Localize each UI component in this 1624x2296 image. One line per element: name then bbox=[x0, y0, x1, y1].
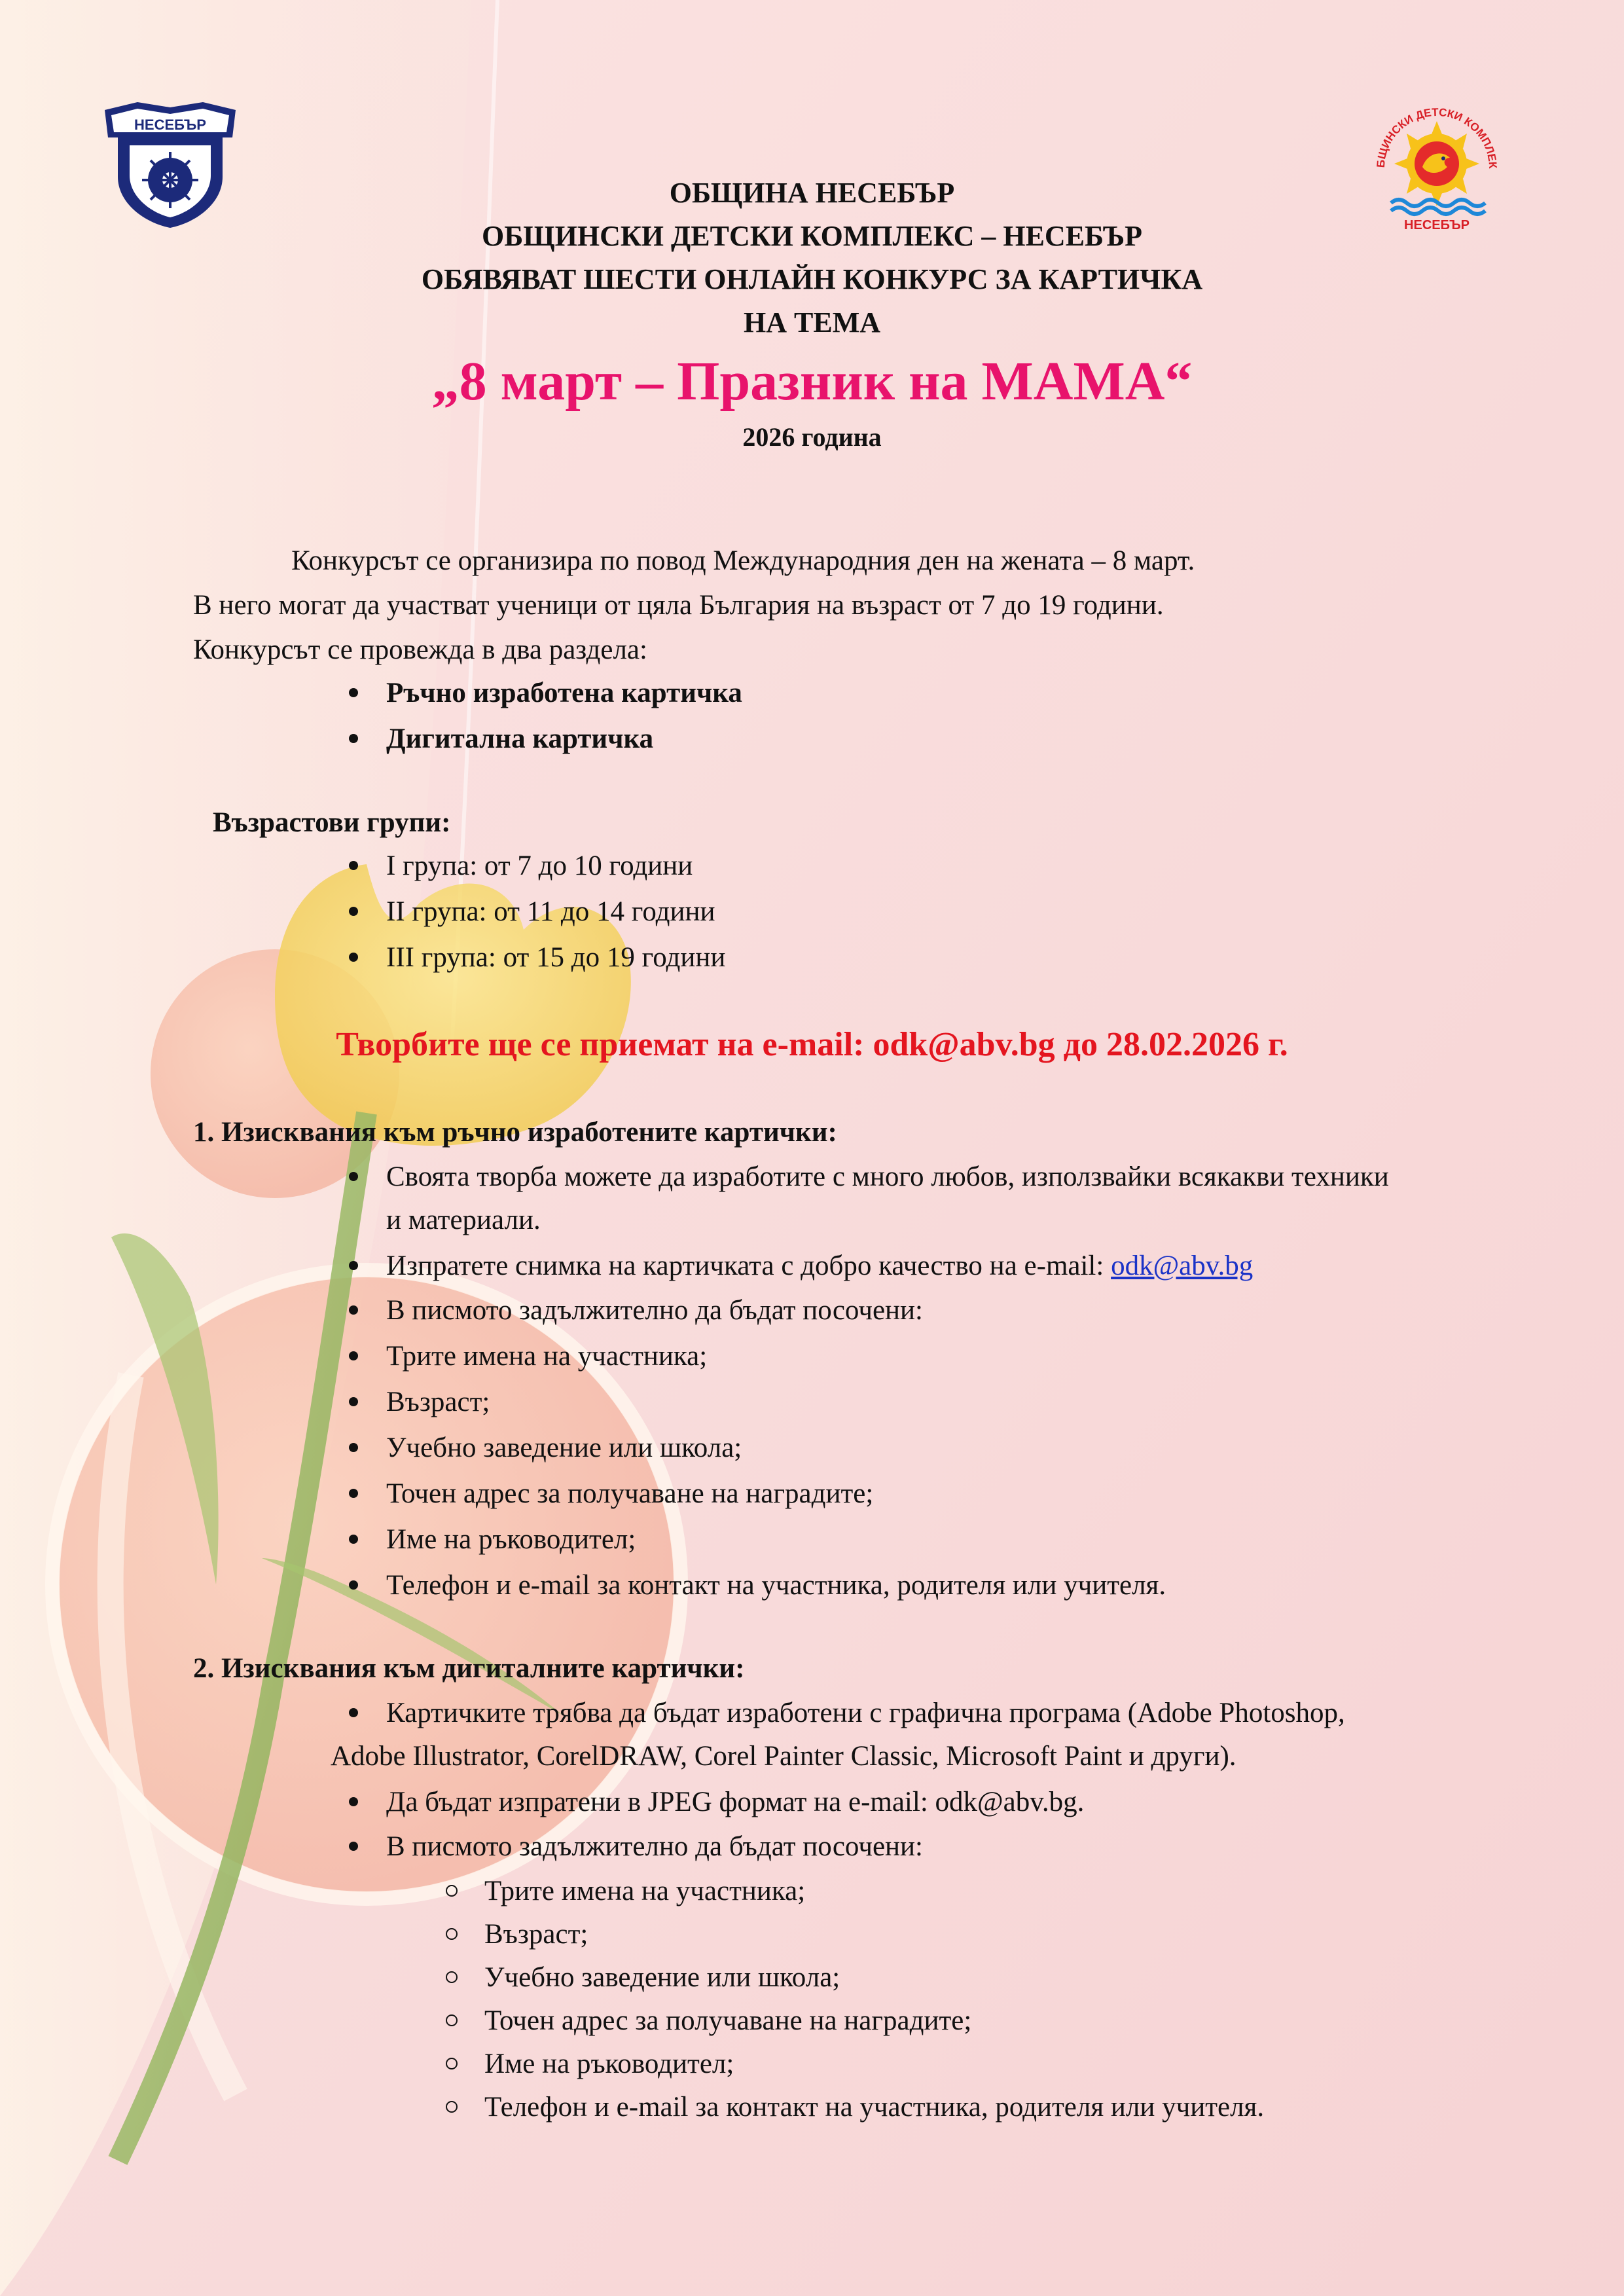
handmade-item: Трите имена на участника; bbox=[386, 1334, 707, 1379]
bullet-icon bbox=[340, 1472, 367, 1516]
section-item: Дигитална картичка bbox=[386, 717, 653, 761]
handmade-item: В писмото задължително да бъдат посочени: bbox=[386, 1288, 923, 1333]
submission-deadline: Творбите ще се приемат на e-mail: odk@abv.bg до 28.02.2026 г. bbox=[336, 1026, 1288, 1063]
svg-text:НЕСЕБЪР: НЕСЕБЪР bbox=[1404, 218, 1470, 232]
section-item: Ръчно изработена картичка bbox=[386, 671, 742, 716]
age-groups-heading: Възрастови групи: bbox=[213, 807, 451, 838]
bullet-icon bbox=[340, 1380, 367, 1425]
bullet-icon bbox=[340, 890, 367, 934]
digital-sub-item: Телефон и e-mail за контакт на участника, родителя или учителя. bbox=[484, 2085, 1264, 2130]
handmade-item: Своята творба можете да изработите с много любов, използвайки всякакви техники bbox=[386, 1155, 1564, 1199]
bullet-icon bbox=[340, 1691, 367, 1736]
bullet-icon bbox=[340, 671, 367, 716]
header-line-theme: НА ТЕМА bbox=[744, 306, 880, 338]
digital-sub-item: Възраст; bbox=[484, 1912, 588, 1957]
bullet-icon bbox=[340, 1426, 367, 1470]
bullet-icon bbox=[340, 1334, 367, 1379]
bullet-icon bbox=[340, 844, 367, 888]
digital-item: Да бъдат изпратени в JPEG формат на e-mail: odk@abv.bg. bbox=[386, 1780, 1084, 1825]
circle-bullet-icon bbox=[439, 1999, 465, 2043]
age-group-item: III група: от 15 до 19 години bbox=[386, 936, 725, 980]
handmade-item: Възраст; bbox=[386, 1380, 490, 1425]
circle-bullet-icon bbox=[439, 1912, 465, 1957]
bullet-icon bbox=[340, 1780, 367, 1825]
handmade-item: Изпратете снимка на картичката с добро качество на e-mail: odk@abv.bg bbox=[386, 1244, 1253, 1288]
digital-requirements-heading: 2. Изисквания към дигиталните картички: bbox=[193, 1653, 745, 1684]
circle-bullet-icon bbox=[439, 2042, 465, 2086]
circle-bullet-icon bbox=[439, 2085, 465, 2130]
handmade-item: Име на ръководител; bbox=[386, 1518, 636, 1562]
page-title: „8 март – Празник на МАМА“ bbox=[431, 351, 1193, 412]
header-line-announcement: ОБЯВЯВАТ ШЕСТИ ОНЛАЙН КОНКУРС ЗА КАРТИЧКА bbox=[421, 263, 1203, 295]
intro-paragraph-3: Конкурсът се провежда в два раздела: bbox=[193, 634, 647, 665]
handmade-item-continuation: и материали. bbox=[386, 1205, 541, 1235]
age-group-item: I група: от 7 до 10 години bbox=[386, 844, 693, 888]
email-link[interactable]: odk@abv.bg bbox=[1111, 1250, 1254, 1281]
digital-item-continuation: Adobe Illustrator, CorelDRAW, Corel Painter Classic, Microsoft Paint и други). bbox=[331, 1741, 1236, 1772]
digital-sub-item: Трите имена на участника; bbox=[484, 1869, 805, 1914]
intro-paragraph-2: В него могат да участват ученици от цяла България на възраст от 7 до 19 години. bbox=[193, 590, 1164, 621]
digital-sub-item: Точен адрес за получаване на наградите; bbox=[484, 1999, 971, 2043]
bullet-icon bbox=[340, 717, 367, 761]
year-label: 2026 година bbox=[742, 422, 882, 452]
bullet-icon bbox=[340, 1288, 367, 1333]
digital-item: В писмото задължително да бъдат посочени: bbox=[386, 1825, 923, 1869]
circle-bullet-icon bbox=[439, 1956, 465, 2000]
bullet-icon bbox=[340, 1563, 367, 1608]
intro-paragraph-1: Конкурсът се организира по повод Международния ден на жената – 8 март. bbox=[291, 545, 1195, 576]
bullet-icon bbox=[340, 936, 367, 980]
digital-sub-item: Име на ръководител; bbox=[484, 2042, 734, 2086]
bullet-icon bbox=[340, 1825, 367, 1869]
bullet-icon bbox=[340, 1518, 367, 1562]
header-line-complex: ОБЩИНСКИ ДЕТСКИ КОМПЛЕКС – НЕСЕБЪР bbox=[481, 220, 1142, 252]
handmade-item: Учебно заведение или школа; bbox=[386, 1426, 742, 1470]
handmade-requirements-heading: 1. Изисквания към ръчно изработените картички: bbox=[193, 1117, 837, 1148]
bullet-icon bbox=[340, 1155, 367, 1199]
bullet-icon bbox=[340, 1244, 367, 1288]
age-group-item: II група: от 11 до 14 години bbox=[386, 890, 715, 934]
header-line-municipality: ОБЩИНА НЕСЕБЪР bbox=[669, 177, 955, 209]
digital-item: Картичките трябва да бъдат изработени с графична програма (Adobe Photoshop, bbox=[386, 1691, 1345, 1736]
handmade-item: Телефон и e-mail за контакт на участника, родителя или учителя. bbox=[386, 1563, 1166, 1608]
circle-bullet-icon bbox=[439, 1869, 465, 1914]
svg-text:ОБЩИНСКИ ДЕТСКИ КОМПЛЕКС: БЩИНСКИ ДЕТСКИ КОМПЛЕК bbox=[1374, 105, 1500, 169]
svg-text:НЕСЕБЪР: НЕСЕБЪР bbox=[134, 117, 206, 133]
handmade-item: Точен адрес за получаване на наградите; bbox=[386, 1472, 873, 1516]
digital-sub-item: Учебно заведение или школа; bbox=[484, 1956, 840, 2000]
